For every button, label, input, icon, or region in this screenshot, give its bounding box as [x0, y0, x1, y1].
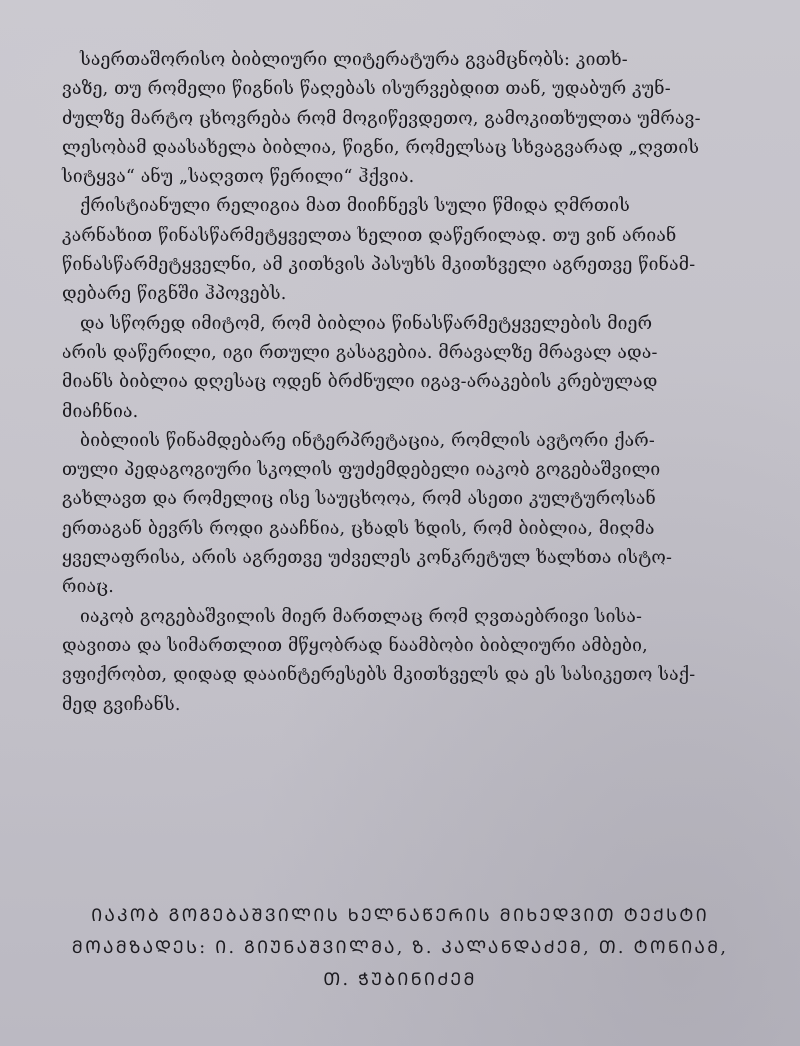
- text-line: მიაჩნია.: [62, 401, 139, 422]
- paragraph-4: [62, 427, 750, 603]
- preface-text: [62, 46, 750, 720]
- text-line: მიანს ბიბლია დღესაც ოდენ ბრძნული იგავ-არაკების კრებულად: [62, 372, 658, 393]
- text-line: ბიბლიის წინამდებარე ინტერპრეტაცია, რომლის ავტორი ქარ-: [80, 430, 656, 451]
- credit-line: ᲛᲝᲐᲛᲖᲐᲓᲔᲡ: Ი. ᲒᲘᲣᲜᲐᲨᲕᲘᲚᲛᲐ, Ზ. ᲙᲐᲚᲐᲜᲓᲐᲫᲔᲛ, Თ. ᲢᲝᲜᲘᲐᲛ,: [71, 938, 729, 958]
- text-line: სიტყვა“ ანუ „საღვთო წერილი“ ჰქვია.: [62, 167, 415, 188]
- paragraph-5: [62, 603, 750, 720]
- text-line: ძულზე მარტო ცხოვრება რომ მოგიწევდეთო, გამოკითხულთა უმრავ-: [62, 108, 701, 129]
- text-line: ვფიქრობთ, დიდად დააინტერესებს მკითხველს და ეს სასიკეთო საქ-: [62, 665, 696, 686]
- text-line: საერთაშორისო ბიბლიური ლიტერატურა გვამცნობს: კითხ-: [80, 50, 628, 70]
- text-line: მედ გვიჩანს.: [62, 694, 181, 715]
- text-line: დებარე წიგნში ჰპოვებს.: [62, 284, 287, 305]
- text-line: რიაც.: [62, 577, 115, 598]
- credit-line: Თ. ᲭᲣᲑᲘᲜᲘᲫᲔᲛ: [323, 970, 477, 990]
- text-line: დავითა და სიმართლით მწყობრად ნაამბობი ბიბლიური ამბები,: [62, 635, 648, 656]
- paragraph-3: [62, 310, 750, 427]
- text-line: ერთაგან ბევრს როდი გააჩნია, ცხადს ხდის, რომ ბიბლია, მიღმა: [62, 518, 655, 539]
- editors-credit: [40, 900, 760, 996]
- text-line: გახლავთ და რომელიც ისე საუცხოოა, რომ ასეთი კულტუროსან: [62, 489, 656, 510]
- text-line: თული პედაგოგიური სკოლის ფუძემდებელი იაკობ გოგებაშვილი: [62, 460, 661, 481]
- text-line: იაკობ გოგებაშვილის მიერ მართლაც რომ ღვთაებრივი სისა-: [80, 606, 643, 627]
- text-line: და სწორედ იმიტომ, რომ ბიბლია წინასწარმეტყველების მიერ: [80, 313, 653, 334]
- credit-line: ᲘᲐᲙᲝᲑ ᲒᲝᲒᲔᲑᲐᲨᲕᲘᲚᲘᲡ ᲮᲔᲚᲜᲐᲬᲔᲠᲘᲡ ᲛᲘᲮᲔᲓᲕᲘᲗ ᲢᲔᲥᲡᲢᲘ: [91, 906, 709, 926]
- paragraph-2: [62, 192, 750, 309]
- text-line: ყველაფრისა, არის აგრეთვე უძველეს კონკრეტულ ხალხთა ისტო-: [62, 548, 673, 569]
- text-line: ლესობამ დაასახელა ბიბლია, წიგნი, რომელსაც სხვაგვარად „ღვთის: [62, 137, 700, 158]
- text-line: ქრისტიანული რელიგია მათ მიიჩნევს სული წმიდა ღმრთის: [80, 196, 630, 217]
- paragraph-1: [62, 46, 750, 192]
- text-line: არის დაწერილი, იგი რთული გასაგებია. მრავალზე მრავალ ადა-: [62, 342, 658, 363]
- text-line: კარნახით წინასწარმეტყველთა ხელით დაწერილად. თუ ვინ არიან: [62, 225, 677, 246]
- text-line: ვაზე, თუ რომელი წიგნის წაღებას ისურვებდით თან, უდაბურ კუნ-: [62, 79, 671, 100]
- text-line: წინასწარმეტყველნი, ამ კითხვის პასუხს მკითხველი აგრეთვე წინამ-: [62, 255, 696, 276]
